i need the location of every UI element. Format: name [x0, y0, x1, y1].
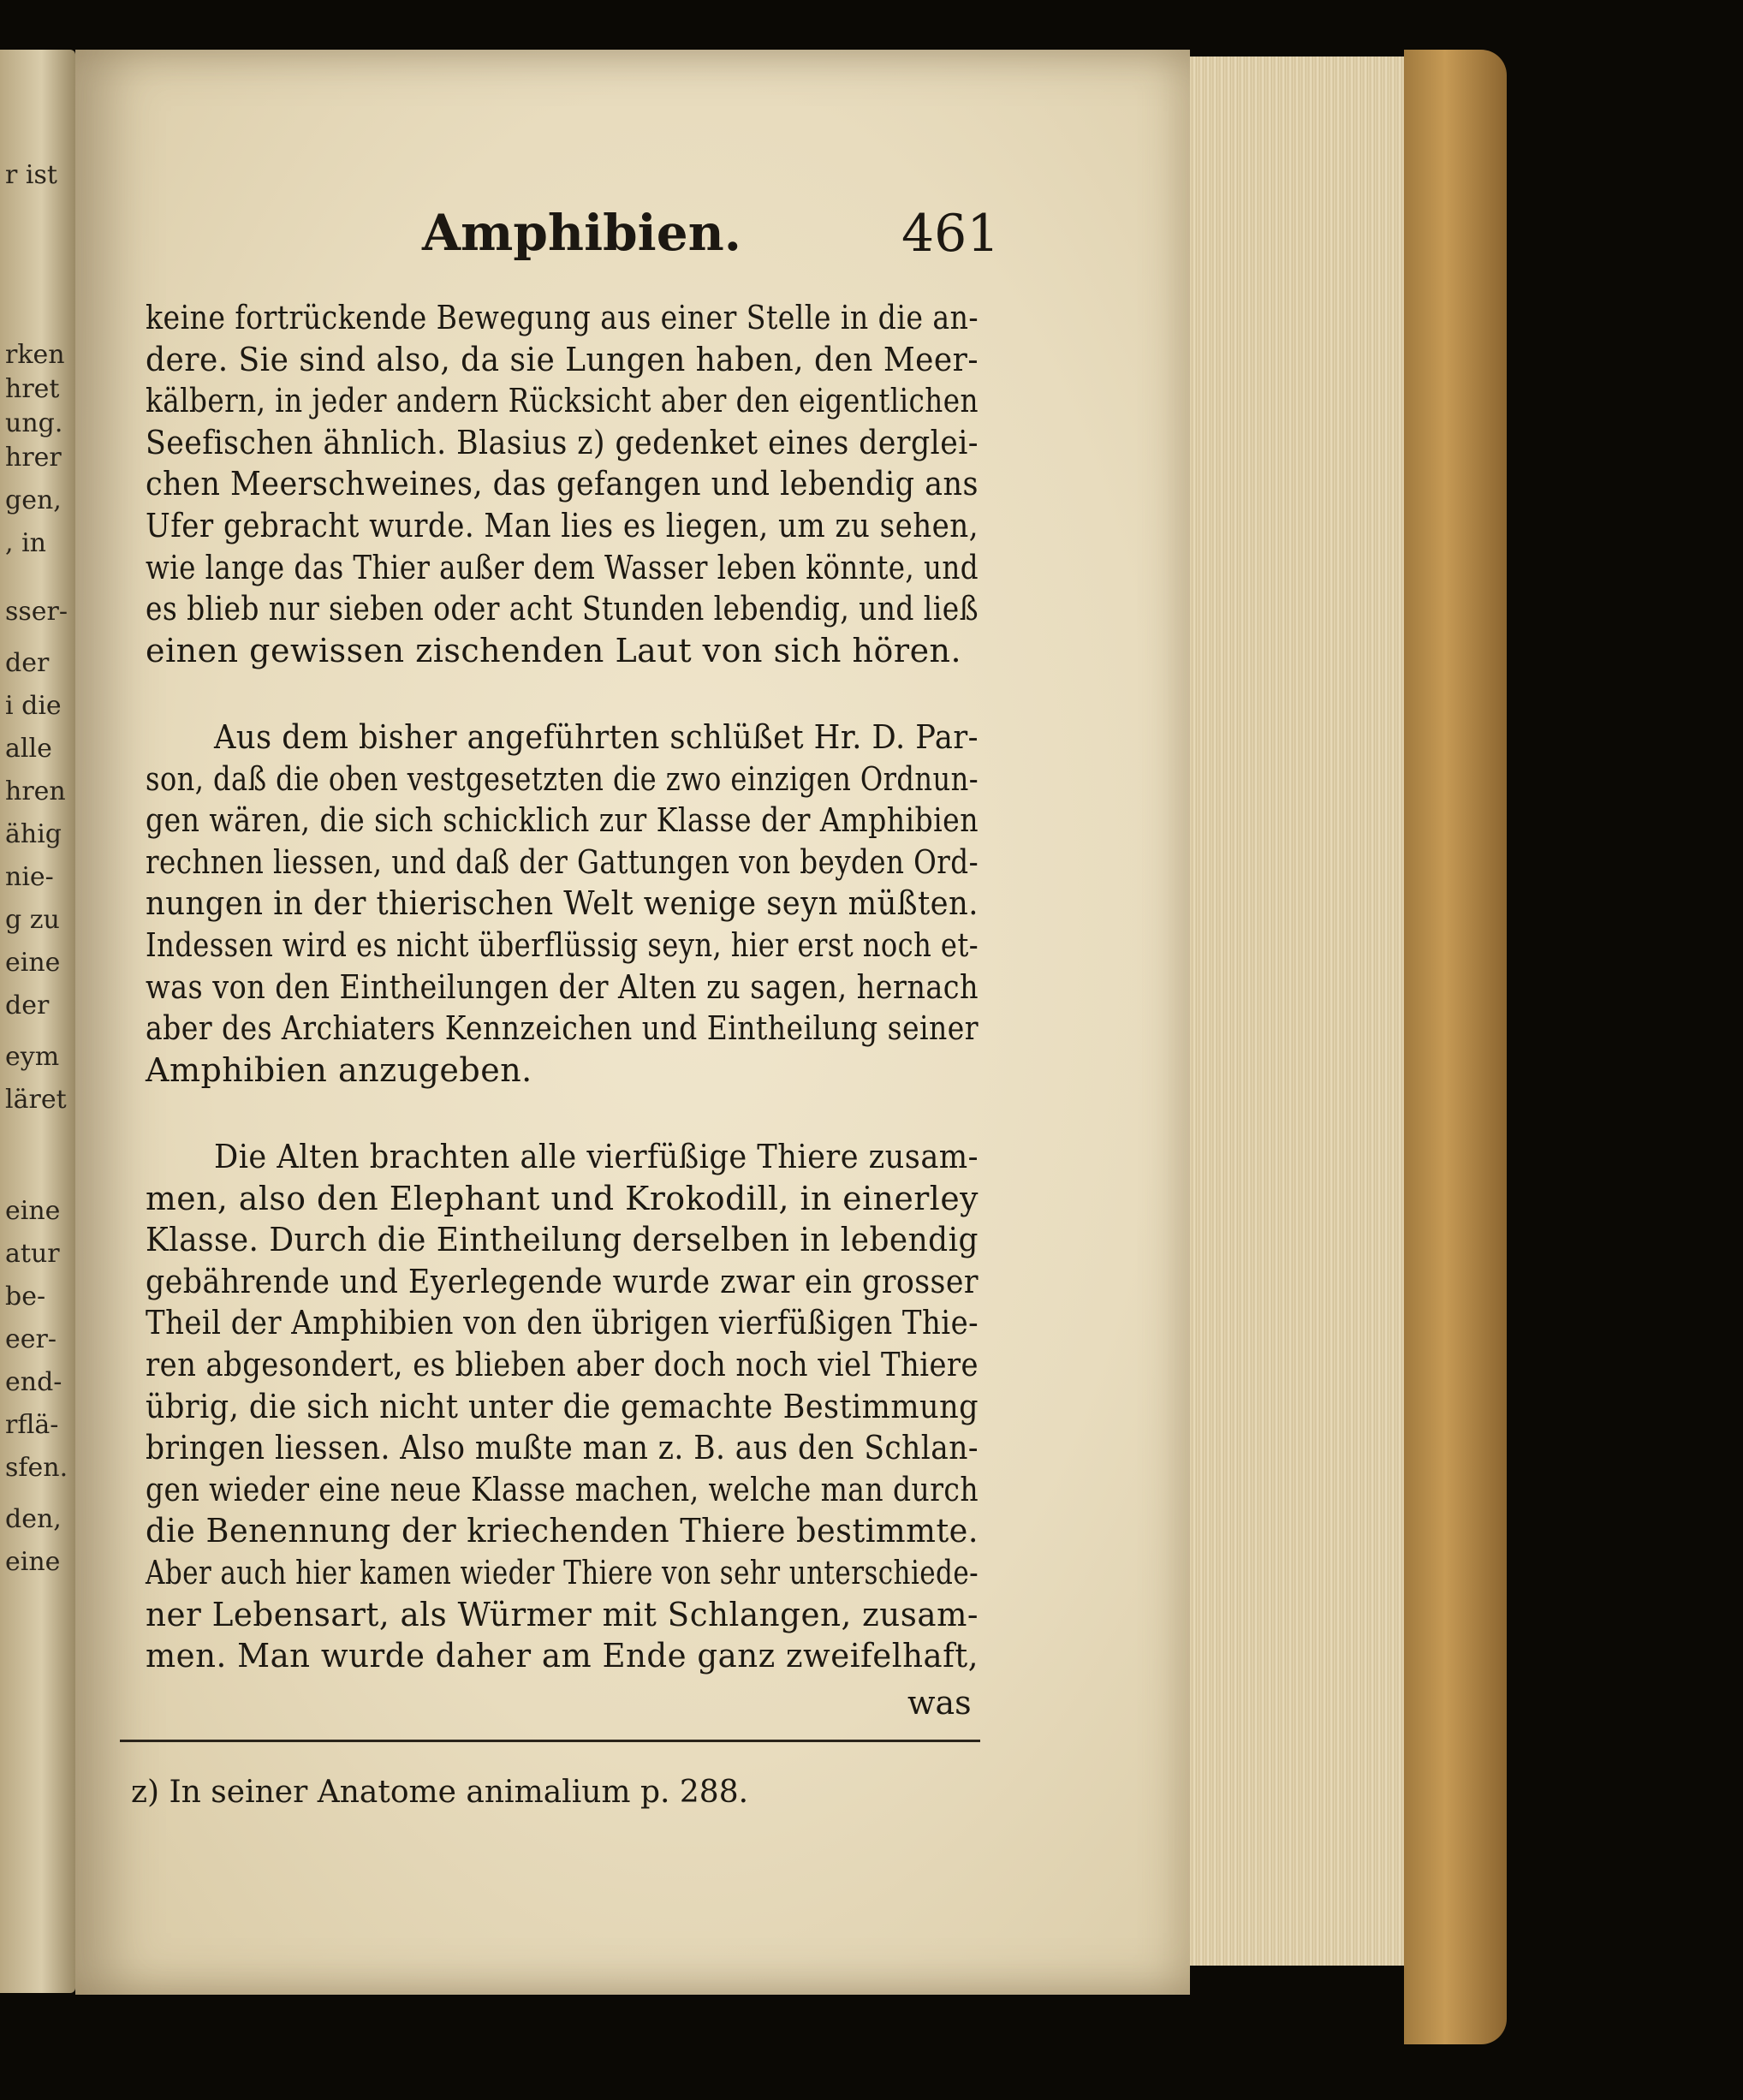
text-line: wie lange das Thier außer dem Wasser leben könnte, und — [146, 548, 979, 586]
margin-fragment: eym — [5, 1042, 60, 1072]
book-cover — [1404, 50, 1507, 2044]
margin-fragment: i die — [5, 691, 62, 721]
text-line: die Benennung der kriechenden Thiere bestimmte. — [146, 1512, 979, 1550]
margin-fragment: ung. — [5, 408, 63, 438]
text-line: einen gewissen zischenden Laut von sich hören. — [146, 631, 962, 669]
text-line: aber des Archiaters Kennzeichen und Eintheilung seiner — [146, 1009, 979, 1048]
running-title: Amphibien. — [422, 204, 741, 262]
page-number: 461 — [901, 204, 1000, 264]
page-block-edges — [1190, 57, 1421, 1966]
margin-fragment: atur — [5, 1239, 60, 1269]
text-line: son, daß die oben vestgesetzten die zwo einzigen Ordnun- — [146, 759, 979, 798]
text-line: Die Alten brachten alle vierfüßige Thiere zusam- — [214, 1138, 979, 1175]
text-line: gebährende und Eyerlegende wurde zwar ein grosser — [146, 1262, 979, 1300]
margin-fragment: rken — [5, 340, 65, 370]
text-line: dere. Sie sind also, da sie Lungen haben, den Meer- — [146, 340, 979, 378]
margin-fragment: hrer — [5, 443, 62, 473]
footnote: z) In seiner Anatome animalium p. 288. — [131, 1775, 749, 1810]
text-line: Theil der Amphibien von den übrigen vierfüßigen Thie- — [146, 1304, 979, 1342]
page-header — [75, 204, 1190, 272]
margin-fragment: sfen. — [5, 1453, 68, 1483]
text-line: kälbern, in jeder andern Rücksicht aber den eigentlichen — [146, 382, 979, 420]
margin-fragment: nie- — [5, 862, 54, 892]
margin-fragment: be- — [5, 1282, 46, 1312]
text-line: gen wieder eine neue Klasse machen, welche man durch — [146, 1470, 979, 1508]
margin-fragment: eine — [5, 948, 61, 978]
text-line: bringen liessen. Also mußte man z. B. aus den Schlan- — [146, 1429, 979, 1467]
footnote-rule — [120, 1740, 980, 1742]
margin-fragment: r ist — [5, 160, 57, 190]
catchword: was — [907, 1684, 972, 1722]
margin-fragment: eine — [5, 1196, 61, 1226]
book-page — [75, 50, 1190, 1995]
text-line: men. Man wurde daher am Ende ganz zweifelhaft, — [146, 1637, 979, 1675]
text-line: Aber auch hier kamen wieder Thiere von sehr unterschiede- — [146, 1554, 979, 1591]
margin-fragment: den, — [5, 1504, 62, 1534]
text-line: Amphibien anzugeben. — [146, 1050, 532, 1089]
margin-fragment: hret — [5, 374, 60, 404]
text-line: ner Lebensart, als Würmer mit Schlangen, zusam- — [146, 1595, 979, 1633]
margin-fragment: end- — [5, 1367, 62, 1397]
margin-fragment: g zu — [5, 905, 60, 935]
text-line: Indessen wird es nicht überflüssig seyn, hier erst noch et- — [146, 926, 979, 964]
margin-fragment: hren — [5, 776, 66, 806]
text-line: nungen in der thierischen Welt wenige seyn müßten. — [146, 884, 979, 923]
text-line: es blieb nur sieben oder acht Stunden lebendig, und ließ — [146, 590, 979, 628]
text-line: Aus dem bisher angeführten schlüßet Hr. D. Par- — [214, 718, 979, 756]
margin-fragment: der — [5, 991, 50, 1020]
text-line: Ufer gebracht wurde. Man lies es liegen, um zu sehen, — [146, 507, 979, 544]
text-line: keine fortrückende Bewegung aus einer Stelle in die an- — [146, 299, 979, 336]
margin-fragment: , in — [5, 528, 46, 558]
margin-fragment: eine — [5, 1547, 61, 1577]
margin-fragment: ähig — [5, 819, 62, 849]
margin-fragment: alle — [5, 734, 52, 764]
text-line: Seefischen ähnlich. Blasius z) gedenket eines derglei- — [146, 423, 979, 461]
left-page-edge — [0, 50, 75, 1993]
text-line: gen wären, die sich schicklich zur Klasse der Amphibien — [146, 801, 979, 840]
text-line: ren abgesondert, es blieben aber doch noch viel Thiere — [146, 1346, 979, 1383]
text-line: was von den Eintheilungen der Alten zu sagen, hernach — [146, 967, 979, 1006]
text-line: chen Meerschweines, das gefangen und lebendig ans — [146, 465, 979, 503]
margin-fragment: gen, — [5, 485, 62, 515]
text-line: übrig, die sich nicht unter die gemachte Bestimmung — [146, 1387, 979, 1425]
margin-fragment: rflä- — [5, 1410, 59, 1440]
margin-fragment: sser- — [5, 597, 68, 627]
text-line: Klasse. Durch die Eintheilung derselben in lebendig — [146, 1221, 979, 1259]
margin-fragment: läret — [5, 1085, 67, 1115]
text-line: men, also den Elephant und Krokodill, in einerley — [146, 1179, 979, 1217]
margin-fragment: eer- — [5, 1324, 57, 1354]
text-line: rechnen liessen, und daß der Gattungen von beyden Ord- — [146, 842, 979, 881]
margin-fragment: der — [5, 648, 50, 678]
